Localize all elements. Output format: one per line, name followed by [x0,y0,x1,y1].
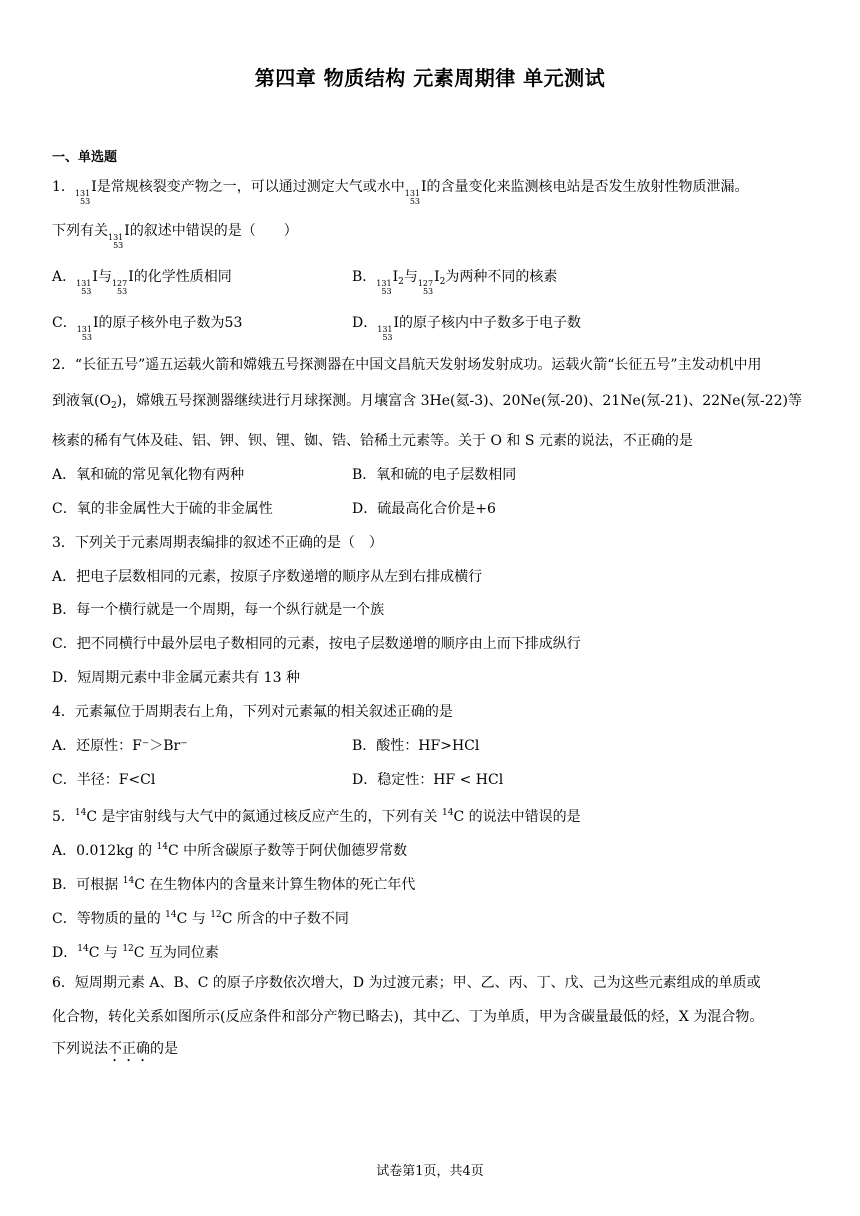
q6-line1: 6．短周期元素 A、B、C 的原子序数依次增大，D 为过渡元素；甲、乙、丙、丁、戊、己为这些元素组成的单质或 [52,975,761,991]
q4-stem: 4．元素氟位于周期表右上角，下列对元素氟的相关叙述正确的是 [52,704,453,720]
q5-option-d: D．$^{14}$C 与 $^{12}$C 互为同位素 [52,944,219,961]
q4-option-a: A．还原性：F⁻＞Br⁻ [52,738,188,754]
q3-option-d: D．短周期元素中非金属元素共有 13 种 [52,670,300,686]
q1-option-b: B． 131 53 $I_2$与 127 53 $I_2$为两种不同的核素 [352,269,558,296]
section-heading: 一、单选题 [52,150,118,165]
q5-option-a: A．0.012kg 的 $^{14}$C 中所含碳原子数等于阿伏伽德罗常数 [52,842,408,859]
q2-line1: 2．“长征五号”遥五运载火箭和嫦娥五号探测器在中国文昌航天发射场发射成功。运载火箭“长征五号”主发动机中用 [52,357,762,373]
q6-line3: 下列说法不正确的是 [52,1041,178,1057]
q3-stem: 3．下列关于元素周期表编排的叙述不正确的是（ ） [52,535,383,551]
q5-option-c: C．等物质的量的 $^{14}$C 与 $^{12}$C 所含的中子数不同 [52,910,349,927]
emphasis-text: 不正确 [108,1041,150,1057]
q4-option-c: C．半径：F<Cl [52,772,156,788]
q1-line2: 下列有关 131 53 I的叙述中错误的是（ ） [52,223,298,250]
isotope-notation: 131 53 [404,189,421,206]
q1-option-a: A． 131 53 I与 127 53 I的化学性质相同 [52,269,232,296]
q1-option-c: C． 131 53 I的原子核外电子数为53 [52,315,243,342]
q1-number: 1． [52,179,75,195]
q6-line2: 化合物，转化关系如图所示(反应条件和部分产物已略去)，其中乙、丁为单质，甲为含碳量最低的烃，X 为混合物。 [52,1009,764,1025]
q3-option-c: C．把不同横行中最外层电子数相同的元素，按电子层数递增的顺序由上而下排成纵行 [52,636,581,652]
q2-option-a: A．氧和硫的常见氧化物有两种 [52,467,245,483]
q2-option-b: B．氧和硫的电子层数相同 [352,467,517,483]
q2-option-d: D．硫最高化合价是+6 [352,501,496,517]
q2-line2: 到液氧$(O_2)$，嫦娥五号探测器继续进行月球探测。月壤富含 3He(氦-3)、20Ne(氖-20)、21Ne(氖-21)、22Ne(氖-22)等 [52,393,803,411]
isotope-notation: 131 53 [108,233,124,250]
q1-option-d: D． 131 53 I的原子核内中子数多于电子数 [352,315,582,342]
isotope-notation: 131 53 [74,189,91,206]
q1-line1: 1． 131 53 I是常规核裂变产物之一，可以通过测定大气或水中 131 53 I的含量变化来监测核电站是否发生放射性物质泄漏。 [52,179,749,206]
q2-option-c: C．氧的非金属性大于硫的非金属性 [52,501,273,517]
q4-option-b: B．酸性：HF>HCl [352,738,480,754]
q4-option-d: D．稳定性：HF < HCl [352,772,504,788]
q5-option-b: B．可根据 $^{14}$C 在生物体内的含量来计算生物体的死亡年代 [52,876,416,893]
page-title: 第四章 物质结构 元素周期律 单元测试 [254,66,606,90]
q5-stem: 5．$^{14}$C 是宇宙射线与大气中的氮通过核反应产生的，下列有关 $^{14}$C 的说法中错误的是 [52,808,581,825]
q3-option-b: B．每一个横行就是一个周期，每一个纵行就是一个族 [52,602,385,618]
page-footer: 试卷第1页，共4页 [376,1164,484,1179]
q3-option-a: A．把电子层数相同的元素，按原子序数递增的顺序从左到右排成横行 [52,569,483,585]
q2-line3: 核素的稀有气体及硅、铝、钾、钡、锂、铷、锆、铪稀土元素等。关于 O 和 S 元素的说法，不正确的是 [52,433,693,449]
